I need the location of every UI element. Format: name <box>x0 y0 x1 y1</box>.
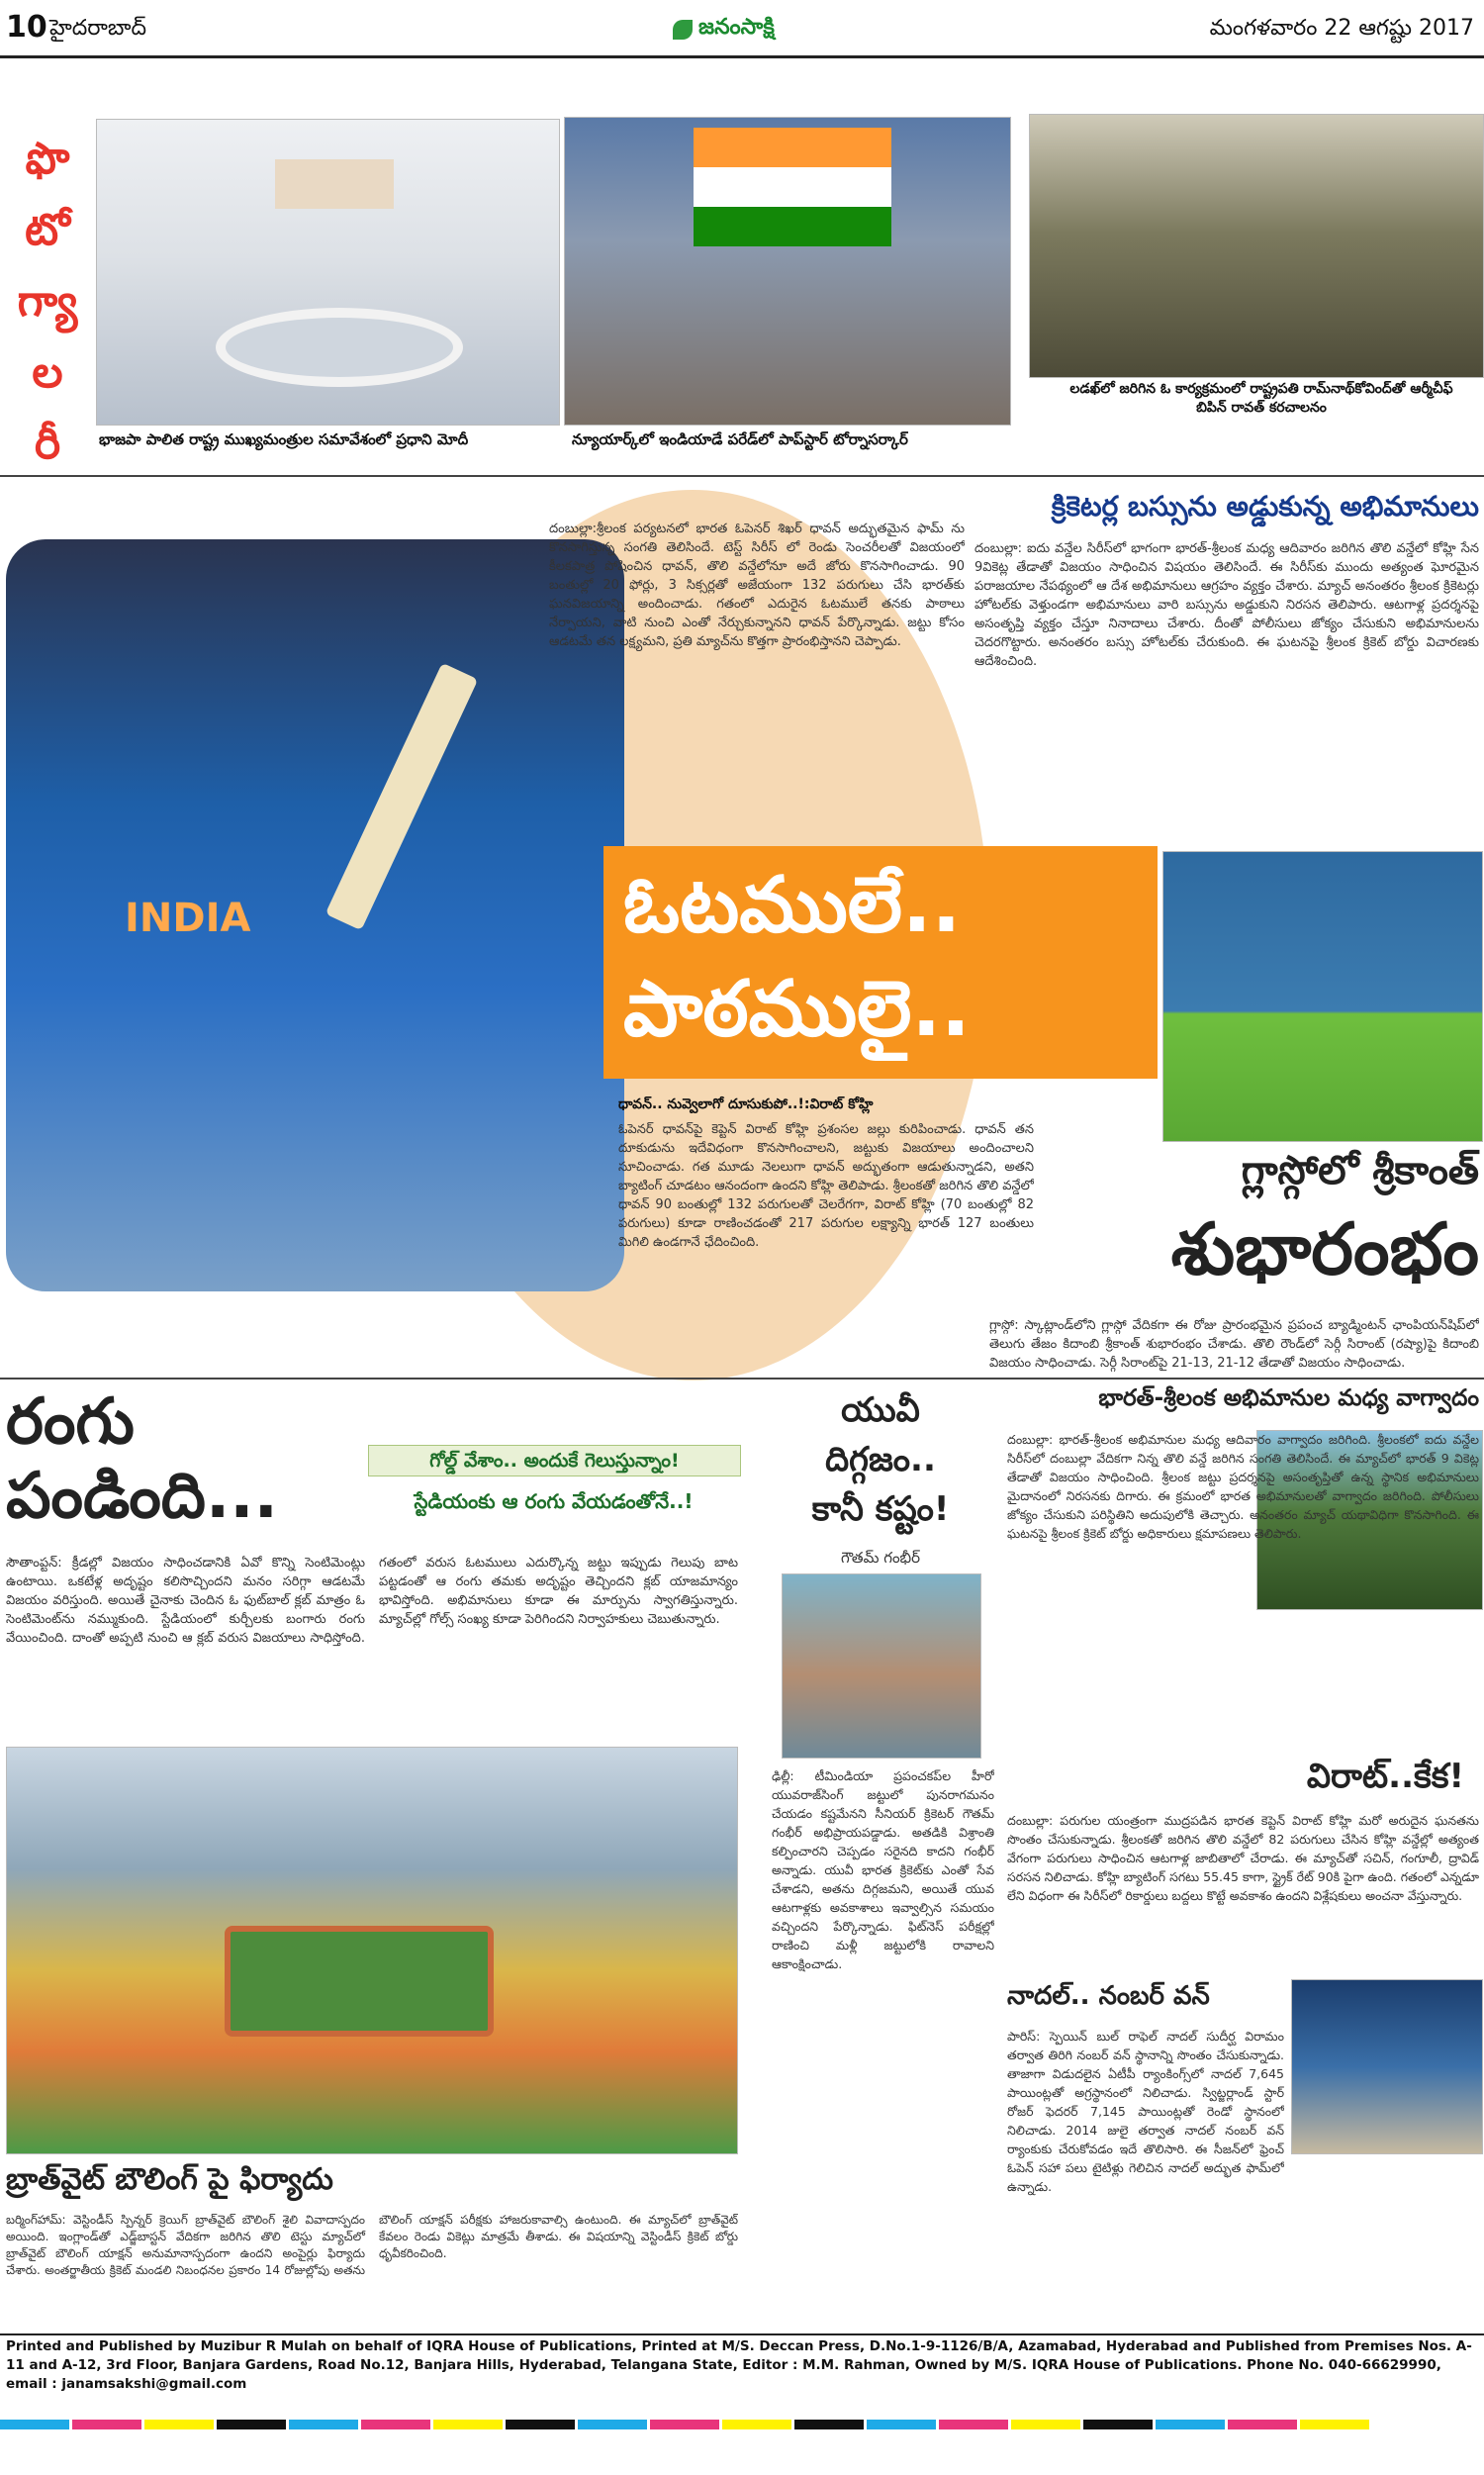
colour-headline-line1: రంగు <box>6 1385 135 1459</box>
logo-leaf-icon <box>673 20 693 40</box>
colour-subhead-line1: గోల్డ్ వేశాం.. అందుకే గెలుస్తున్నాం! <box>429 1450 680 1472</box>
virat-body: దంబుల్లా: పరుగుల యంత్రంగా ముద్రపడిన భారత కెప్టెన్ విరాట్ కోహ్లి మరో అరుదైన ఘనతను సొంతం చేసుకున్నాడు. శ్రీలంకతో జరిగిన తొలి వన్డేలో 82 పరుగులు చేసిన కోహ్లి వన్డేల్లో అత్యంత వేగంగా పరుగులు సాధించిన ఆటగాళ్ల జాబితాలో చేరాడు. ఈ మ్యాచ్‌తో సచిన్, గంగూలీ, ద్రావిడ్ సరసన నిలిచాడు. కోహ్లి బ్యాటింగ్ సగటు 55.45 కాగా, స్ట్రైక్ రేట్ 90కి పైగా ఉంది. గతంలో ఎన్నడూ లేని విధంగా ఈ సిరీస్‌లో రికార్డులు బద్దలు కొట్టే అవకాశం ఉందని విశ్లేషకులు అంచనా వేస్తున్నారు. <box>1007 1813 1479 1903</box>
yuvi-headline-line2: దిగ్గజం.. <box>825 1440 936 1479</box>
photo-shikhar-dhawan <box>6 539 624 1291</box>
colour-body: సౌతాంప్టన్: క్రీడల్లో విజయం సాధించడానికి ఏవో కొన్ని సెంటిమెంట్లు ఉంటాయి. ఒకటేళ్ల అదృష్టం కలిసొచ్చిందని మనం సరిగ్గా ఆడటమే విజయం వరిస్తుంది. అయితే చైనాకు చెందిన ఓ ఫుట్‌బాల్ క్లబ్ మాత్రం ఓ సెంటిమెంట్‌ను నమ్ముకుంది. స్టేడియంలో కుర్చీలకు బంగారు రంగు వేయించింది. దాంతో అప్పటి నుంచి ఆ క్లబ్ వరుస విజయాలు సాధిస్తోంది. గతంలో వరుస ఓటములు ఎదుర్కొన్న జట్టు ఇప్పుడు గెలుపు బాట పట్టడంతో ఆ రంగు తమకు అదృష్టం తెచ్చిందని క్లబ్ యాజమాన్యం భావిస్తోంది. అభిమానులు కూడా ఈ మార్పును స్వాగతిస్తున్నారు. మ్యాచ్‌ల్లో గోల్స్ సంఖ్య కూడా పెరిగిందని నిర్వాహకులు చెబుతున్నారు. <box>6 1556 738 1646</box>
gallery-char: రీ <box>34 419 61 469</box>
bratwaite-body: బర్మింగ్‌హామ్: వెస్టిండీస్ స్పిన్నర్ క్రెయిగ్ బ్రాత్‌వైట్ బౌలింగ్ శైలి వివాదాస్పదం అయింది. ఇంగ్లాండ్‌తో ఎడ్జ్‌బాస్టన్ వేదికగా జరిగిన తొలి టెస్టు మ్యాచ్‌లో బ్రాత్‌వైట్ బౌలింగ్ యాక్షన్ అనుమానాస్పదంగా ఉందని అంపైర్లు ఫిర్యాదు చేశారు. అంతర్జాతీయ క్రికెట్ మండలి నిబంధనల ప్రకారం 14 రోజుల్లోపు అతను బౌలింగ్ యాక్షన్ పరీక్షకు హాజరుకావాల్సి ఉంటుంది. ఈ మ్యాచ్‌లో బ్రాత్‌వైట్ కేవలం రెండు వికెట్లు మాత్రమే తీశాడు. ఈ విషయాన్ని వెస్టిండీస్ క్రికెట్ బోర్డు ధృవీకరించింది. <box>6 2213 738 2277</box>
photo-caption: లడఖ్‌లో జరిగిన ఓ కార్యక్రమంలో రాష్ట్రపతి రామ్‌నాథ్‌కోవింద్‌తో ఆర్మీచీఫ్ బిపిన్ రావత్ కరచాలనం <box>1069 381 1453 416</box>
photo-caption: భాజపా పాలిత రాష్ట్ర ముఖ్యమంత్రుల సమావేశంలో ప్రధాని మోదీ <box>99 430 469 448</box>
photo-caption: న్యూయార్క్‌లో ఇండియాడే పరేడ్‌లో పాప్‌స్టార్ టోర్నాసర్కార్ <box>572 430 908 448</box>
masthead-rule <box>0 55 1484 58</box>
bratwaite-headline: బ్రాత్‌వైట్ బౌలింగ్ పై ఫిర్యాదు <box>6 2162 333 2197</box>
colour-subhead-box <box>368 1445 741 1476</box>
photo-president-army-chief <box>1029 114 1484 378</box>
yuvi-headline-line3: కానీ కష్టం! <box>811 1489 950 1529</box>
dhawan-headline-line1: ఓటములే.. <box>623 861 962 950</box>
srikanth-body: గ్లాస్గో: స్కాట్లాండ్‌లోని గ్లాస్గో వేదికగా ఈ రోజు ప్రారంభమైన ప్రపంచ బ్యాడ్మింటన్ ఛాంపియన్‌షిప్‌లో తెలుగు తేజం కిదాంబి శ్రీకాంత్ శుభారంభం చేశాడు. తొలి రౌండ్‌లో సెర్గీ సిరాంట్ (రష్యా)పై కిదాంబి విజయం సాధించాడు. సెర్గీ సిరాంట్‌పై 21-13, 21-12 తేడాతో విజయం సాధించాడు. <box>989 1318 1479 1371</box>
issue-date: మంగళవారం 22 ఆగష్టు 2017 <box>1209 16 1474 41</box>
meeting-screen-graphic <box>275 159 394 209</box>
fans-headline: భారత్-శ్రీలంక అభిమానుల మధ్య వాగ్వాదం <box>1098 1385 1479 1411</box>
colour-headline-line2: పండింది... <box>6 1460 278 1533</box>
yuvi-body: ఢిల్లీ: టీమిండియా ప్రపంచకప్‌ల హీరో యువరాజ్‌సింగ్ జట్టులో పునరాగమనం చేయడం కష్టమేనని సీనియర్ క్రికెటర్ గౌతమ్ గంభీర్ అభిప్రాయపడ్డాడు. అతడికి విశ్రాంతి కల్పించారని చెప్పడం సరైనది కాదని గంభీర్ అన్నాడు. యువీ భారత క్రికెట్‌కు ఎంతో సేవ చేశాడని, అతను దిగ్గజమని, అయితే యువ ఆటగాళ్లకు అవకాశాలు ఇవ్వాల్సిన సమయం వచ్చిందని పేర్కొన్నాడు. ఫిట్‌నెస్ పరీక్షల్లో రాణించి మళ్లీ జట్టులోకి రావాలని ఆకాంక్షించాడు. <box>772 1768 994 1971</box>
photo-srikanth <box>1162 851 1483 1142</box>
photo-nadal <box>1291 1979 1483 2154</box>
photo-india-day-parade <box>564 117 1011 426</box>
gallery-bottom-rule <box>0 475 1484 477</box>
jersey-text: INDIA <box>125 896 251 941</box>
colour-subhead-line2: స్టేడియంకు ఆ రంగు వేయడంతోనే..! <box>414 1489 694 1513</box>
nadal-headline: నాదల్.. నంబర్ వన్ <box>1007 1981 1210 2011</box>
dhawan-subhead: ధావన్.. నువ్వెలాగో దూసుకుపో..!:విరాట్ కోహ్లి <box>618 1096 874 1112</box>
masthead <box>0 0 1484 71</box>
gallery-char: ల <box>32 347 63 398</box>
dhawan-headline-box <box>603 846 1158 1079</box>
srikanth-headline-line1: గ్లాస్గోలో శ్రీకాంత్ <box>1241 1148 1479 1193</box>
dhawan-headline-line2: పాఠములై.. <box>623 965 971 1054</box>
footer-imprint: Printed and Published by Muzibur R Mulah on behalf of IQRA House of Publications, Printed at M/S. Deccan Press, D.No.1-9-1126/B/A, Azamabad, Hyderabad and Published from Premises Nos. A-11 and A-12, 3rd Floor, Banjara Gardens, Road No.12, Banjara Hills, Hyderabad, Telangana State, Editor : M.M. Rahman, Owned by M/S. IQRA House of Publications. Phone No. 040-66629990, email : janamsakshi@gmail.com <box>6 2338 1472 2392</box>
yuvi-headline-line1: యువీ <box>841 1390 920 1430</box>
gallery-char: గ్యా <box>17 276 78 327</box>
srikanth-headline-line2: శుభారంభం <box>1170 1207 1479 1290</box>
paper-name: జనంసాక్షి <box>698 15 775 40</box>
photo-yuvraj-singh <box>782 1573 981 1759</box>
photo-gold-stadium <box>6 1747 738 2154</box>
dhawan-intro: దంబుల్లా:శ్రీలంక పర్యటనలో భారత ఓపెనర్ శిఖర్ ధావన్ అద్భుతమైన ఫామ్ ను కొనసాగిస్తున్న సంగతి తెలిసిందే. టెస్ట్ సిరీస్ లో రెండు సెంచరీలతో విజయంలో కీలకపాత్ర పోషించిన ధావన్, తొలి వన్డేలోనూ అదే జోరు కొనసాగించాడు. 90 బంతుల్లో 20 ఫోర్లు, 3 సిక్సర్లతో అజేయంగా 132 పరుగులు చేసి భారత్‌కు ఘనవిజయాన్ని అందించాడు. గతంలో ఎదురైన ఓటములే తనకు పాఠాలు నేర్పాయని, వాటి నుంచి ఎంతో నేర్చుకున్నానని ధావన్ పేర్కొన్నాడు. జట్టు కోసం ఆడటమే తన లక్ష్యమని, ప్రతి మ్యాచ్‌ను కొత్తగా ప్రారంభిస్తానని చెప్పాడు. <box>549 522 965 649</box>
city-label: హైదరాబాద్ <box>49 16 146 41</box>
bus-story-body: దంబుల్లా: ఐదు వన్డేల సిరీస్‌లో భాగంగా భారత్-శ్రీలంక మధ్య ఆదివారం జరిగిన తొలి వన్డేలో కోహ్లి సేన 9వికెట్ల తేడాతో విజయం సాధించిన విషయం తెలిసిందే. ఈ సిరీస్‌కు ముందు అత్యంత ఘోరమైన పరాజయాల నేపథ్యంలో ఆ దేశ అభిమానులు ఆగ్రహం వ్యక్తం చేశారు. మ్యాచ్ అనంతరం శ్రీలంక క్రికెటర్లు హోటల్‌కు వెళ్తుండగా అభిమానులు వారి బస్సును అడ్డుకుని నిరసన తెలిపారు. ఆటగాళ్ల ప్రదర్శనపై అసంతృప్తి వ్యక్తం చేస్తూ నినాదాలు చేశారు. దీంతో పోలీసులు జోక్యం చేసుకుని అభిమానులను చెదరగొట్టారు. అనంతరం బస్సు హోటల్‌కు చేరుకుంది. ఈ ఘటనపై శ్రీలంక క్రికెట్ బోర్డు విచారణకు ఆదేశించింది. <box>974 541 1479 669</box>
gallery-char: టో <box>25 205 70 255</box>
dhawan-body: ఓపెనర్ ధావన్‌పై కెప్టెన్ విరాట్ కోహ్లి ప్రశంసల జల్లు కురిపించాడు. ధావన్ తన దూకుడును ఇదేవిధంగా కొనసాగించాలని, జట్టుకు విజయాలు అందించాలని సూచించాడు. గత మూడు నెలలుగా ధావన్ అద్భుతంగా ఆడుతున్నాడని, అతని బ్యాటింగ్ చూడటం ఆనందంగా ఉందని కోహ్లి తెలిపాడు. శ్రీలంకతో జరిగిన తొలి వన్డేలో ధావన్ 90 బంతుల్లో 132 పరుగులతో చెలరేగగా, విరాట్ కోహ్లి (70 బంతుల్లో 82 పరుగులు) కూడా రాణించడంతో 217 పరుగుల లక్ష్యాన్ని భారత్ 127 బంతులు మిగిలి ఉండగానే ఛేదించింది. <box>618 1122 1034 1250</box>
virat-headline: విరాట్..కేక! <box>1306 1757 1464 1796</box>
bus-story-headline: క్రికెటర్ల బస్సును అడ్డుకున్న అభిమానులు <box>1051 490 1479 523</box>
page-number: 10 <box>6 10 47 45</box>
photo-cm-meeting <box>96 119 560 426</box>
flag-graphic <box>694 128 891 246</box>
pitch-graphic <box>225 1926 494 2037</box>
photo-gallery-title <box>8 134 87 480</box>
mid-rule <box>0 1378 1484 1380</box>
fans-body: దంబుల్లా: భారత్-శ్రీలంక అభిమానుల మధ్య ఆదివారం వాగ్వాదం జరిగింది. శ్రీలంకలో ఐదు వన్డేల సిరీస్‌లో దంబుల్లా వేదికగా నిన్న తొలి వన్డే జరిగిన సంగతి తెలిసిందే. ఈ మ్యాచ్‌లో భారత్ 9 వికెట్ల తేడాతో విజయం సాధించింది. శ్రీలంక జట్టు ప్రదర్శనపై అసంతృప్తితో ఉన్న స్థానిక అభిమానులు మైదానంలో నిరసనకు దిగారు. ఈ క్రమంలో భారత అభిమానులతో వాగ్వాదం జరిగింది. పోలీసులు జోక్యం చేసుకుని పరిస్థితిని అదుపులోకి తెచ్చారు. అనంతరం మ్యాచ్ యథావిధిగా కొనసాగింది. ఈ ఘటనపై శ్రీలంక క్రికెట్ బోర్డు అధికారులు క్షమాపణలు తెలిపారు. <box>1007 1432 1479 1541</box>
bat-graphic <box>325 663 479 931</box>
colour-registration-strip <box>0 2415 1484 2434</box>
paper-logo <box>673 12 775 48</box>
yuvi-byline: గౌతమ్ గంభీర్ <box>840 1549 921 1567</box>
nadal-body: పారిస్: స్పెయిన్ బుల్ రాఫెల్ నాదల్ సుదీర్ఘ విరామం తర్వాత తిరిగి నంబర్ వన్ స్థానాన్ని సొంతం చేసుకున్నాడు. తాజాగా విడుదలైన ఏటీపీ ర్యాంకింగ్స్‌లో నాదల్ 7,645 పాయింట్లతో అగ్రస్థానంలో నిలిచాడు. స్విట్జర్లాండ్ స్టార్ రోజర్ ఫెదరర్ 7,145 పాయింట్లతో రెండో స్థానంలో నిలిచాడు. 2014 జులై తర్వాత నాదల్ నంబర్ వన్ ర్యాంకుకు చేరుకోవడం ఇదే తొలిసారి. ఈ సీజన్‌లో ఫ్రెంచ్ ఓపెన్ సహా పలు టైటిళ్లు గెలిచిన నాదల్ అద్భుత ఫామ్‌లో ఉన్నాడు. <box>1007 2029 1284 2194</box>
gallery-char: ఫొ <box>25 134 70 184</box>
meeting-table-graphic <box>216 308 463 387</box>
footer-rule <box>0 2333 1484 2335</box>
